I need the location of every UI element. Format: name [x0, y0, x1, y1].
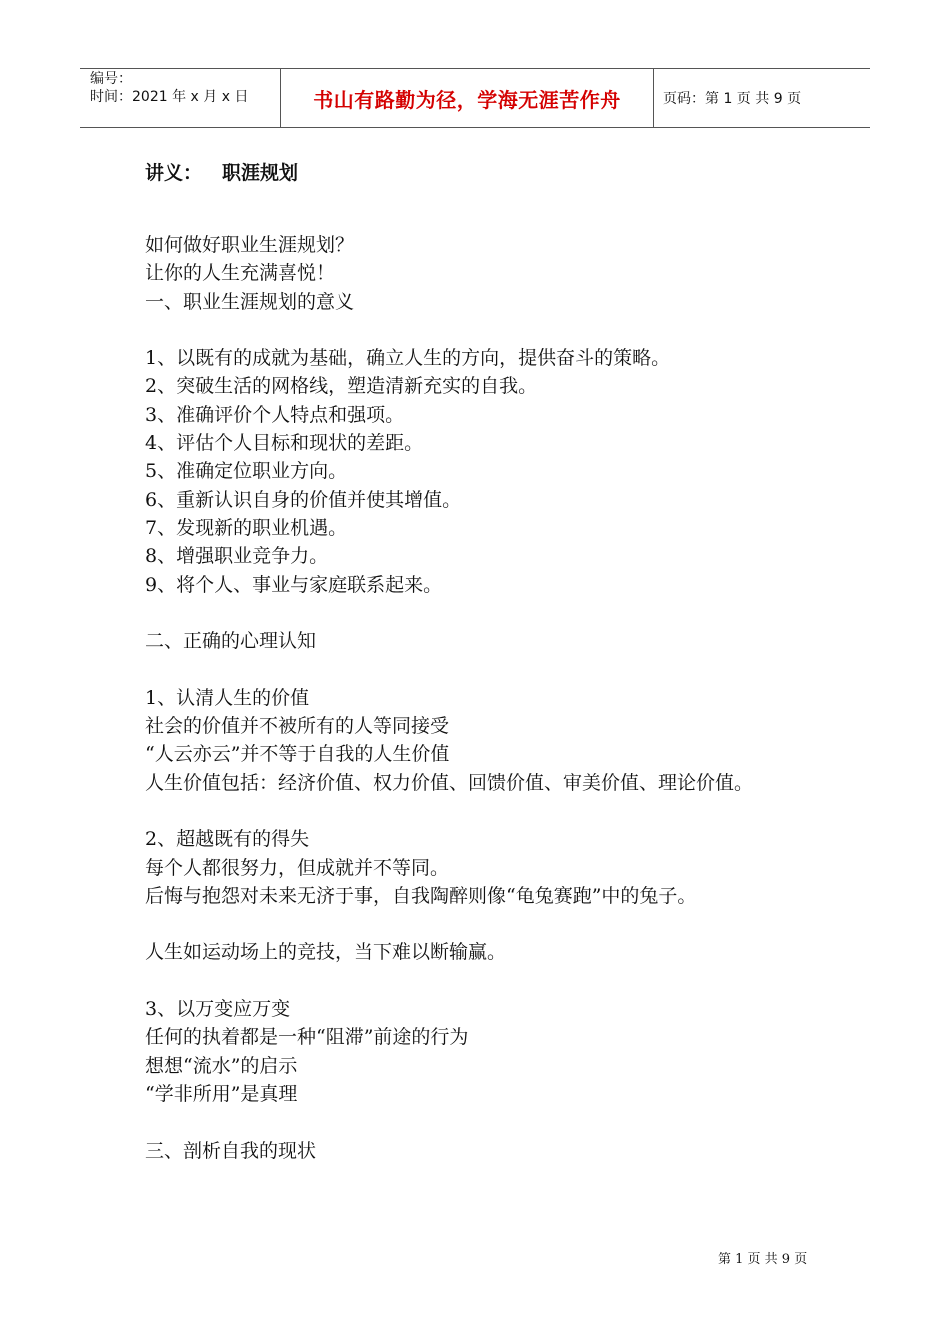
header-page-number: 页码：第 1 页 共 9 页 — [663, 91, 802, 107]
body-line: 如何做好职业生涯规划？ — [145, 234, 355, 256]
body-line: 9、将个人、事业与家庭联系起来。 — [145, 573, 443, 596]
body-line: 2、突破生活的网格线，塑造清新充实的自我。 — [145, 375, 538, 398]
body-line: 4、评估个人目标和现状的差距。 — [145, 432, 424, 455]
document-body — [145, 231, 845, 1165]
body-line: 2、超越既有的得失 — [145, 828, 310, 851]
body-line: 社会的价值并不被所有的人等同接受 — [145, 715, 450, 738]
blank-line — [145, 316, 845, 344]
date-label: 时间：2021 年 x 月 x 日 — [90, 89, 249, 105]
body-line: 人生价值包括：经济价值、权力价值、回馈价值、审美价值、理论价值。 — [145, 771, 754, 794]
body-line: 3、以万变应万变 — [145, 998, 291, 1021]
header-meta — [80, 69, 281, 127]
body-line: “学非所用”是真理 — [145, 1082, 298, 1105]
body-line: 5、准确定位职业方向。 — [145, 460, 348, 483]
body-line: 想想“流水”的启示 — [145, 1054, 298, 1077]
title-prefix: 讲义： — [145, 162, 203, 184]
blank-line — [145, 1108, 845, 1136]
body-line: 三、剖析自我的现状 — [145, 1139, 317, 1162]
body-line: 7、发现新的职业机遇。 — [145, 516, 348, 539]
body-line: 二、正确的心理认知 — [145, 630, 317, 653]
serial-number-label: 编号： — [90, 71, 132, 87]
body-line: 每个人都很努力，但成就并不等同。 — [145, 856, 450, 879]
body-line: 3、准确评价个人特点和强项。 — [145, 403, 405, 426]
blank-line — [145, 910, 845, 938]
blank-line — [145, 599, 845, 627]
body-line: 人生如运动场上的竞技，当下难以断输赢。 — [145, 941, 507, 964]
body-line: 让你的人生充满喜悦！ — [145, 262, 336, 285]
header-motto: 书山有路勤为径，学海无涯苦作舟 — [281, 69, 654, 127]
body-line: 后悔与抱怨对未来无济于事，自我陶醉则像“龟兔赛跑”中的兔子。 — [145, 884, 697, 907]
body-line: 6、重新认识自身的价值并使其增值。 — [145, 488, 462, 511]
body-line: 1、认清人生的价值 — [145, 686, 310, 709]
body-line: 8、增强职业竞争力。 — [145, 545, 329, 568]
title-main: 职涯规划 — [222, 162, 299, 184]
body-line: 任何的执着都是一种“阻滞”前途的行为 — [145, 1026, 469, 1049]
page-footer: 第 1 页 共 9 页 — [718, 1252, 808, 1267]
page-header — [80, 68, 870, 128]
blank-line — [145, 967, 845, 995]
body-line: 1、以既有的成就为基础，确立人生的方向，提供奋斗的策略。 — [145, 347, 671, 370]
body-line: “人云亦云”并不等于自我的人生价值 — [145, 743, 450, 766]
blank-line — [145, 655, 845, 683]
body-line: 一、职业生涯规划的意义 — [145, 290, 355, 313]
blank-line — [145, 797, 845, 825]
document-title — [145, 158, 298, 185]
